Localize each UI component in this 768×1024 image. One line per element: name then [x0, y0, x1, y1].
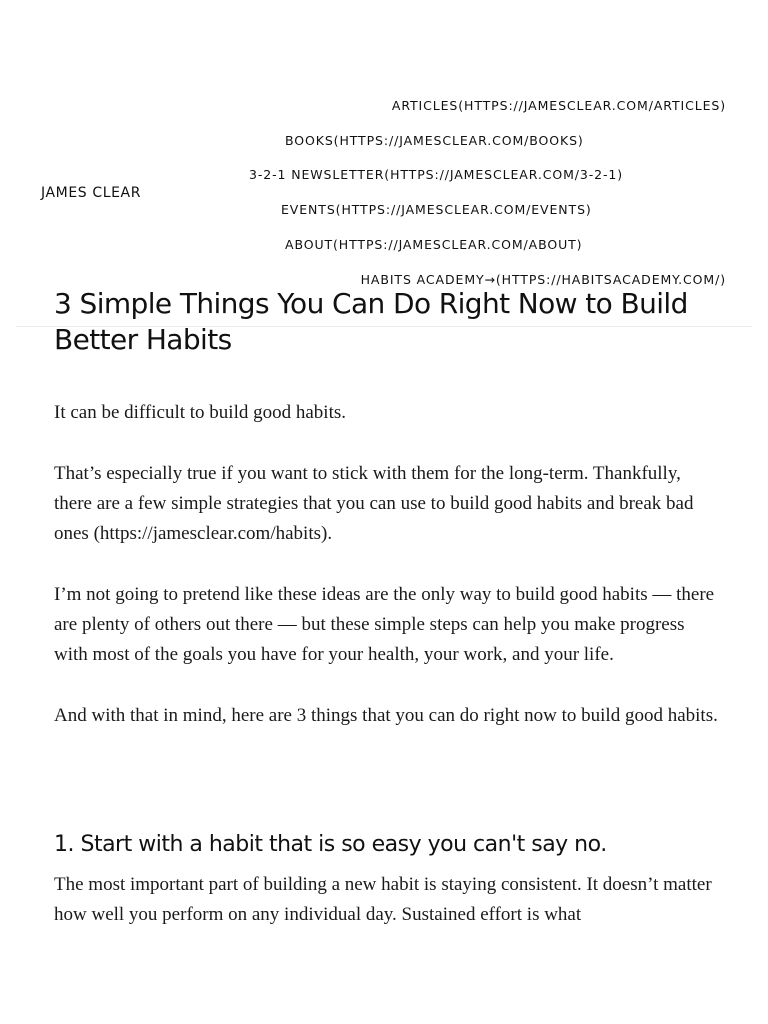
article-paragraph: And with that in mind, here are 3 things that you can do right now to build good habits. [54, 705, 718, 726]
article-body [54, 286, 719, 952]
article-paragraph: It can be difficult to build good habits. [54, 402, 346, 423]
section-heading: 1. Start with a habit that is so easy you can't say no. [54, 832, 607, 857]
nav-link-books[interactable]: BOOKS(HTTPS://JAMESCLEAR.COM/BOOKS) [285, 133, 584, 148]
nav-link-newsletter[interactable]: 3-2-1 NEWSLETTER(HTTPS://JAMESCLEAR.COM/3-2-1) [249, 167, 624, 182]
article-paragraph: That’s especially true if you want to stick with them for the long-term. Thankfully, there are a few simple strategies that you can use to build good habits and break bad ones (https://jamesclear.com/habits). [54, 463, 694, 544]
site-title-link[interactable]: JAMES CLEAR [41, 185, 142, 201]
nav-link-events[interactable]: EVENTS(HTTPS://JAMESCLEAR.COM/EVENTS) [281, 202, 592, 217]
nav-link-habits-academy[interactable]: HABITS ACADEMY→(HTTPS://HABITSACADEMY.COM/) [360, 272, 726, 287]
article-title: 3 Simple Things You Can Do Right Now to Build Better Habits [54, 287, 688, 356]
nav-link-about[interactable]: ABOUT(HTTPS://JAMESCLEAR.COM/ABOUT) [285, 237, 583, 252]
article-paragraph: The most important part of building a new habit is staying consistent. It doesn’t matter how well you perform on any individual day. Sustained effort is what [54, 874, 712, 925]
nav-link-articles[interactable]: ARTICLES(HTTPS://JAMESCLEAR.COM/ARTICLES) [391, 98, 726, 113]
article-paragraph: I’m not going to pretend like these ideas are the only way to build good habits — there are plenty of others out there — but these simple steps can help you make progress with most of the goals you have for your health, your work, and your life. [54, 584, 715, 665]
